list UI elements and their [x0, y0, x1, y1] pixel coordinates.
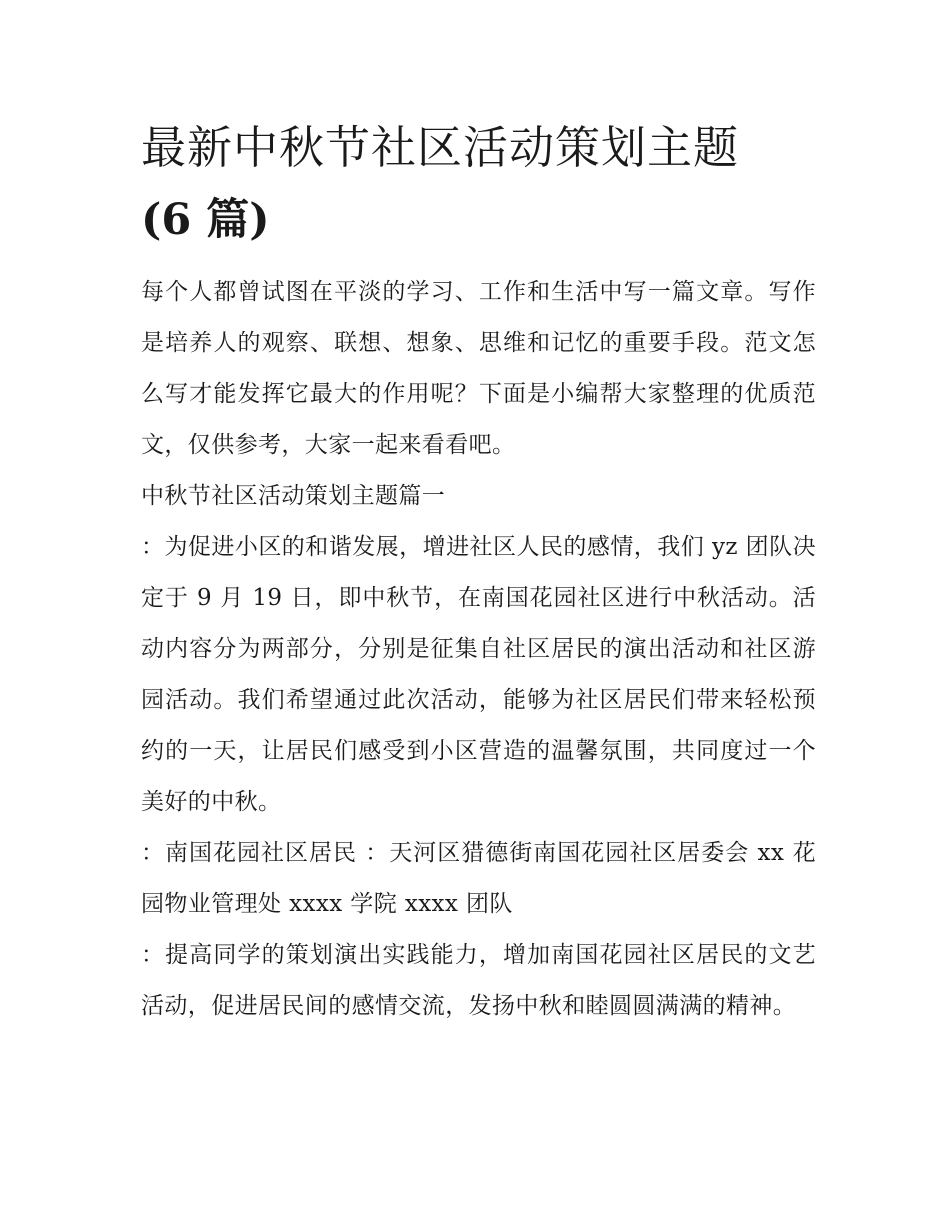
- body-paragraph-purpose: ：提高同学的策划演出实践能力，增加南国花园社区居民的文艺活动，促进居民间的感情交流，发扬中秋和睦圆圆满满的精神。: [141, 942, 816, 1019]
- document-page: [141, 112, 816, 1032]
- intro-paragraph: 每个人都曾试图在平淡的学习、工作和生活中写一篇文章。写作是培养人的观察、联想、想象、思维和记忆的重要手段。范文怎么写才能发挥它最大的作用呢？下面是小编帮大家整理的优质范文，仅供参考，大家一起来看看吧。: [141, 279, 816, 458]
- section-heading: 中秋节社区活动策划主题篇一: [141, 483, 446, 509]
- document-title: 最新中秋节社区活动策划主题: [141, 121, 740, 174]
- body-paragraph-background: ：为促进小区的和谐发展，增进社区人民的感情，我们 yz 团队决定于 9 月 19 日，即中秋节，在南国花园社区进行中秋活动。活动内容分为两部分，分别是征集自社区居民的演出活动和社区游园活动。我们希望通过此次活动，能够为社区居民们带来轻松预约的一天，让居民们感受到小区营造的温馨氛围，共同度过一个美好的中秋。: [141, 534, 816, 815]
- body-paragraph-participants: ：南国花园社区居民 ：天河区猎德街南国花园社区居委会 xx 花园物业管理处 xxxx 学院 xxxx 团队: [141, 840, 816, 917]
- document-title-count: (6 篇): [141, 195, 270, 245]
